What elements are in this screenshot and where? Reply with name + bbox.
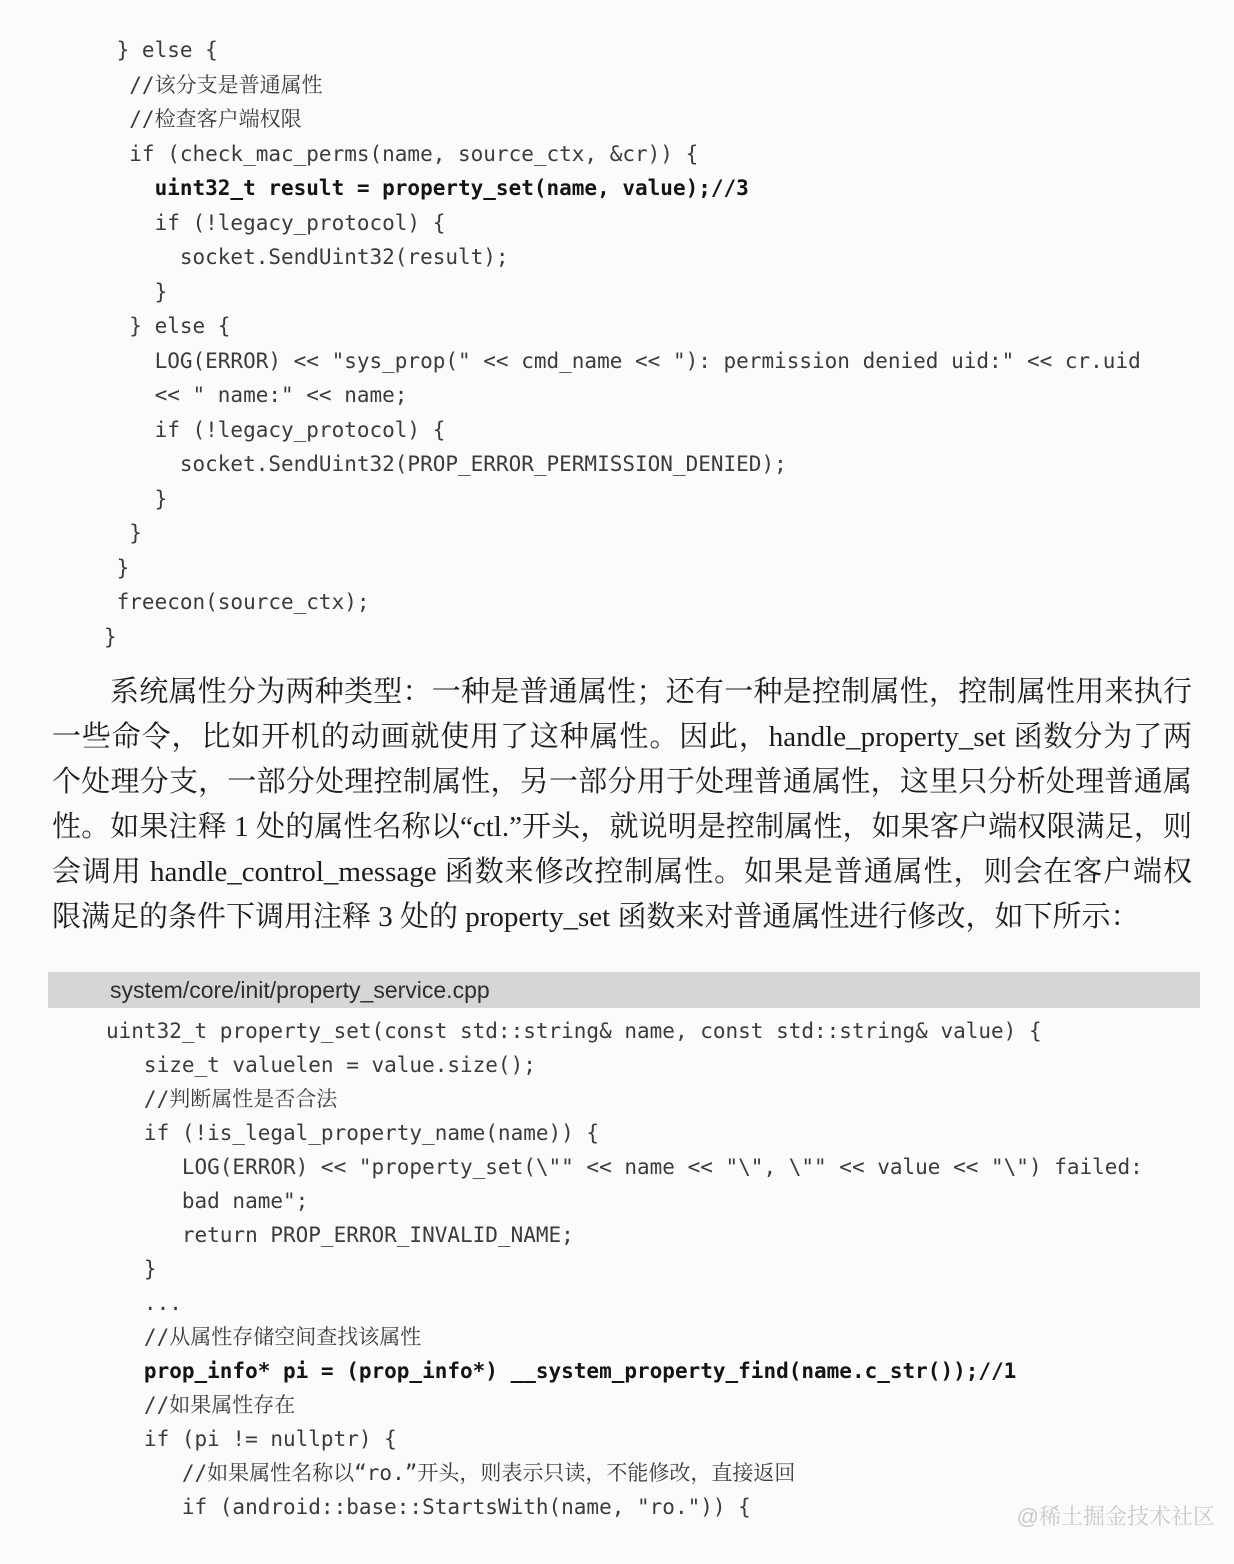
code-line: prop_info* pi = (prop_info*) __system_property_find(name.c_str());//1: [106, 1359, 1017, 1383]
code-line: } else {: [104, 38, 218, 62]
code-line: uint32_t result = property_set(name, value);//3: [104, 176, 749, 200]
code-line: uint32_t property_set(const std::string& name, const std::string& value) {: [106, 1019, 1042, 1043]
code-line: } else {: [104, 314, 231, 338]
code-line: }: [104, 279, 168, 304]
code-line: if (check_mac_perms(name, source_ctx, &cr)) {: [104, 141, 699, 166]
source-file-header-bar: [48, 972, 1200, 1008]
code-line: if (android::base::StartsWith(name, "ro.")) {: [106, 1495, 751, 1519]
code-line: size_t valuelen = value.size();: [106, 1053, 536, 1077]
code-line: //判断属性是否合法: [106, 1087, 338, 1111]
code-line: if (!legacy_protocol) {: [104, 417, 446, 442]
source-file-path: system/core/init/property_service.cpp: [110, 976, 490, 1003]
code-line: if (!is_legal_property_name(name)) {: [106, 1121, 600, 1145]
watermark-text: @稀土掘金技术社区: [1016, 1504, 1215, 1529]
code-line: socket.SendUint32(result);: [104, 245, 509, 269]
body-paragraph: 系统属性分为两种类型：一种是普通属性；还有一种是控制属性，控制属性用来执行一些命令，比如开机的动画就使用了这种属性。因此，handle_property_set 函数分为了两个处理分支，一部分处理控制属性，另一部分用于处理普通属性，这里只分析处理普通属性。如果注释 1 处的属性名称以“ctl.”开头，就说明是控制属性，如果客户端权限满足，则会调用 handle_control_message 函数来修改控制属性。如果是普通属性，则会在客户端权限满足的条件下调用注释 3 处的 property_set 函数来对普通属性进行修改，如下所示：: [52, 676, 1192, 933]
code-line: //该分支是普通属性: [104, 72, 323, 97]
code-line: << " name:" << name;: [104, 383, 408, 407]
code-line: //检查客户端权限: [104, 107, 302, 131]
code-line: return PROP_ERROR_INVALID_NAME;: [106, 1223, 574, 1247]
code-line: //如果属性名称以“ro.”开头，则表示只读，不能修改，直接返回: [106, 1461, 796, 1485]
code-line: LOG(ERROR) << "sys_prop(" << cmd_name << "): permission denied uid:" << cr.uid: [104, 348, 1141, 373]
code-line: LOG(ERROR) << "property_set(\"" << name << "\", \"" << value << "\") failed:: [106, 1155, 1143, 1179]
code-line: if (!legacy_protocol) {: [104, 210, 446, 235]
code-block-property-set: [106, 1014, 1143, 1524]
code-line: bad name";: [106, 1189, 309, 1213]
code-line: //如果属性存在: [106, 1393, 296, 1417]
code-line: if (pi != nullptr) {: [106, 1427, 397, 1451]
code-line: }: [106, 1257, 157, 1281]
code-line: ...: [106, 1291, 182, 1315]
code-line: }: [104, 486, 168, 511]
code-line: socket.SendUint32(PROP_ERROR_PERMISSION_DENIED);: [104, 452, 787, 476]
code-block-handle-property-set: [104, 33, 1141, 654]
code-line: }: [104, 555, 130, 580]
code-line: }: [104, 521, 142, 545]
code-line: //从属性存储空间查找该属性: [106, 1325, 422, 1349]
code-line: }: [104, 624, 117, 649]
code-line: freecon(source_ctx);: [104, 590, 370, 614]
